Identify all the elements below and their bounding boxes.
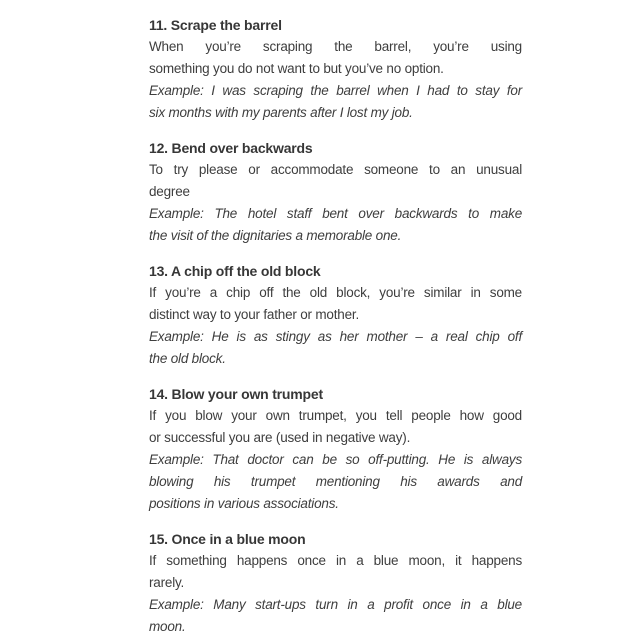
example-line: the old block. [149,351,226,366]
example-line: moon. [149,619,186,634]
example-line: positions in various associations. [149,496,339,511]
definition-line: distinct way to your father or mother. [149,307,359,322]
definition-line: degree [149,184,190,199]
idiom-heading: 14. Blow your own trumpet [149,386,323,402]
example-line: six months with my parents after I lost my job. [149,105,413,120]
example-line: Example: Many start-ups turn in a profit once in a blue [149,597,522,612]
definition-line: If something happens once in a blue moon, it happens [149,553,522,568]
definition-line: If you blow your own trumpet, you tell people how good [149,408,522,423]
idiom-list [149,14,522,638]
example-line: Example: He is as stingy as her mother – a real chip off [149,329,522,344]
idiom-section-12 [149,137,522,247]
example-line: the visit of the dignitaries a memorable one. [149,228,402,243]
idiom-section-14 [149,383,522,515]
idiom-heading: 12. Bend over backwards [149,140,313,156]
definition-line: or successful you are (used in negative way). [149,430,411,445]
definition-line: rarely. [149,575,185,590]
definition-line: When you’re scraping the barrel, you’re using [149,39,522,54]
idiom-section-11 [149,14,522,124]
idiom-section-15 [149,528,522,638]
definition-line: something you do not want to but you’ve no option. [149,61,444,76]
example-line: Example: The hotel staff bent over backwards to make [149,206,522,221]
idiom-heading: 11. Scrape the barrel [149,17,282,33]
idiom-section-13 [149,260,522,370]
idiom-heading: 13. A chip off the old block [149,263,321,279]
definition-line: To try please or accommodate someone to an unusual [149,162,522,177]
example-line: blowing his trumpet mentioning his awards and [149,474,522,489]
definition-line: If you’re a chip off the old block, you’re similar in some [149,285,522,300]
idiom-heading: 15. Once in a blue moon [149,531,306,547]
example-line: Example: That doctor can be so off-putting. He is always [149,452,522,467]
example-line: Example: I was scraping the barrel when I had to stay for [149,83,522,98]
